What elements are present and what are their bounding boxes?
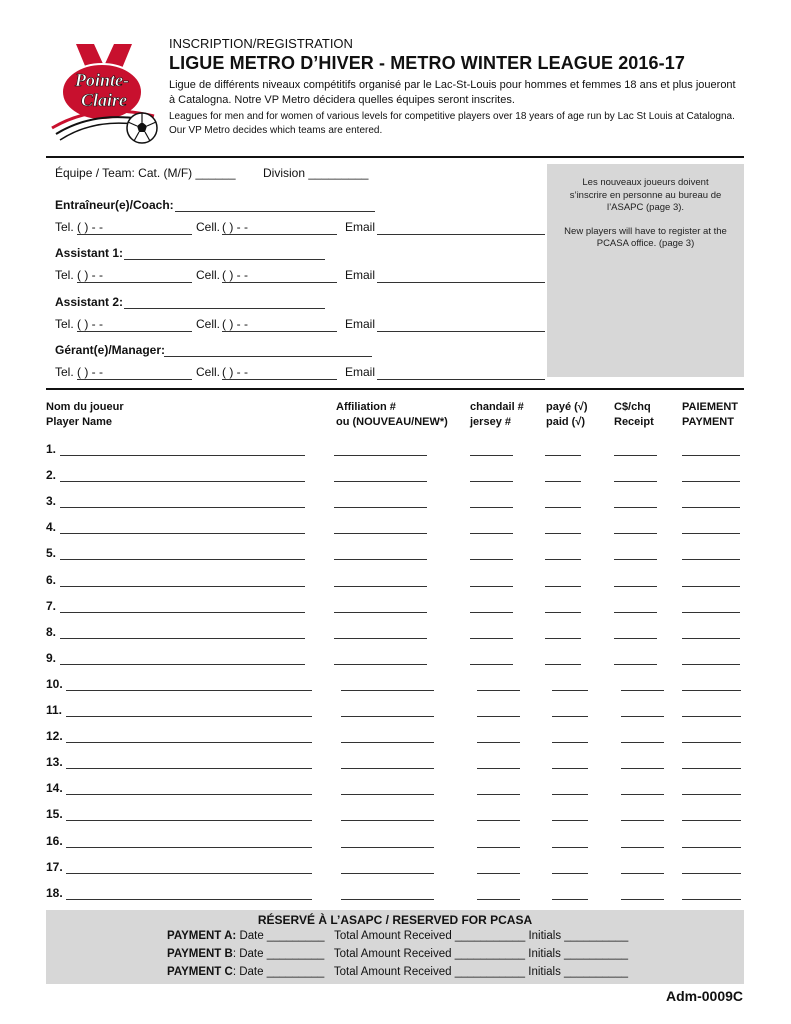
manager-name-field[interactable] bbox=[164, 356, 372, 357]
payment-field[interactable] bbox=[682, 586, 740, 587]
new-players-note bbox=[547, 164, 744, 377]
payment-field[interactable] bbox=[682, 690, 741, 691]
paid-field[interactable] bbox=[552, 820, 588, 821]
assistant1-tel-field[interactable]: ( ) - - bbox=[77, 268, 192, 283]
payment-c-line[interactable]: PAYMENT C: Date _________ Total Amount Received ___________ Initials __________ bbox=[167, 966, 628, 978]
payment-b-line[interactable]: PAYMENT B: Date _________ Total Amount Received ___________ Initials __________ bbox=[167, 948, 628, 960]
jersey-field[interactable] bbox=[470, 664, 513, 665]
assistant2-cell-field[interactable]: ( ) - - bbox=[222, 317, 337, 332]
player-row-number: 16. bbox=[46, 833, 63, 848]
manager-cell-label: Cell. bbox=[196, 365, 221, 379]
player-name-field[interactable] bbox=[60, 559, 305, 560]
player-row-number: 1. bbox=[46, 442, 57, 456]
paid-field[interactable] bbox=[545, 664, 581, 665]
assistant2-tel-field[interactable]: ( ) - - bbox=[77, 317, 192, 332]
jersey-field[interactable] bbox=[477, 716, 520, 717]
jersey-field[interactable] bbox=[470, 586, 513, 587]
receipt-field[interactable] bbox=[621, 847, 664, 848]
coach-tel-field[interactable]: ( ) - - bbox=[77, 220, 192, 235]
receipt-field[interactable] bbox=[614, 586, 657, 587]
coach-cell-field[interactable]: ( ) - - bbox=[222, 220, 337, 235]
payment-field[interactable] bbox=[682, 638, 740, 639]
paid-field[interactable] bbox=[552, 847, 588, 848]
affiliation-field[interactable] bbox=[341, 873, 434, 874]
receipt-field[interactable] bbox=[621, 899, 664, 900]
receipt-field[interactable] bbox=[614, 664, 657, 665]
player-row-number: 5. bbox=[46, 546, 57, 561]
payment-a-line[interactable]: PAYMENT A: Date _________ Total Amount Received ___________ Initials __________ bbox=[167, 930, 629, 942]
player-row-number: 6. bbox=[46, 572, 57, 587]
player-row-number: 14. bbox=[46, 781, 63, 796]
col-payment: PAIEMENT PAYMENT bbox=[682, 401, 739, 428]
col-receipt: C$/chq Receipt bbox=[614, 401, 654, 428]
coach-email-label: Email bbox=[345, 220, 376, 234]
manager-tel-field[interactable]: ( ) - - bbox=[77, 365, 192, 380]
player-name-field[interactable] bbox=[60, 638, 305, 639]
jersey-field[interactable] bbox=[470, 559, 513, 560]
player-row bbox=[46, 520, 744, 534]
assistant2-tel-label: Tel. bbox=[55, 317, 74, 331]
jersey-field[interactable] bbox=[477, 690, 520, 691]
paid-field[interactable] bbox=[545, 638, 581, 639]
assistant2-cell-label: Cell. bbox=[196, 317, 221, 331]
affiliation-field[interactable] bbox=[341, 794, 434, 795]
affiliation-field[interactable] bbox=[334, 612, 427, 613]
payment-field[interactable] bbox=[682, 716, 741, 717]
jersey-field[interactable] bbox=[470, 638, 513, 639]
player-name-field[interactable] bbox=[66, 873, 312, 874]
jersey-field[interactable] bbox=[477, 820, 520, 821]
player-row-number: 7. bbox=[46, 598, 57, 613]
assistant2-email-label: Email bbox=[345, 317, 376, 331]
player-row bbox=[46, 442, 744, 456]
receipt-field[interactable] bbox=[614, 455, 657, 456]
paid-field[interactable] bbox=[552, 690, 588, 691]
registration-kicker: INSCRIPTION/REGISTRATION bbox=[169, 36, 353, 51]
player-row-number: 3. bbox=[46, 494, 57, 509]
player-row bbox=[46, 860, 744, 874]
division-field[interactable]: Division _________ bbox=[263, 166, 369, 180]
coach-name-field[interactable] bbox=[175, 211, 375, 212]
paid-field[interactable] bbox=[545, 586, 581, 587]
paid-field[interactable] bbox=[545, 533, 581, 534]
affiliation-field[interactable] bbox=[334, 559, 427, 560]
reserved-title: RÉSERVÉ À L’ASAPC / RESERVED FOR PCASA bbox=[257, 913, 533, 927]
affiliation-field[interactable] bbox=[334, 455, 427, 456]
paid-field[interactable] bbox=[545, 455, 581, 456]
receipt-field[interactable] bbox=[614, 612, 657, 613]
receipt-field[interactable] bbox=[621, 768, 664, 769]
reserved-pcasa-panel bbox=[46, 910, 744, 984]
receipt-field[interactable] bbox=[614, 507, 657, 508]
affiliation-field[interactable] bbox=[341, 820, 434, 821]
jersey-field[interactable] bbox=[477, 847, 520, 848]
jersey-field[interactable] bbox=[470, 612, 513, 613]
payment-field[interactable] bbox=[682, 612, 740, 613]
payment-field[interactable] bbox=[682, 794, 741, 795]
description-fr: Ligue de différents niveaux compétitifs organisé par le Lac-St-Louis pour hommes et femmes 18 ans et plus joueront à Catalogna. Notre VP Metro décidera quelles équipes seront inscrites. bbox=[169, 79, 736, 106]
player-name-field[interactable] bbox=[60, 586, 305, 587]
payment-field[interactable] bbox=[682, 873, 741, 874]
player-name-field[interactable] bbox=[60, 507, 305, 508]
affiliation-field[interactable] bbox=[334, 586, 427, 587]
player-row bbox=[46, 807, 744, 821]
top-divider bbox=[46, 156, 744, 158]
player-name-field[interactable] bbox=[60, 455, 305, 456]
affiliation-field[interactable] bbox=[341, 768, 434, 769]
affiliation-field[interactable] bbox=[334, 664, 427, 665]
payment-field[interactable] bbox=[682, 899, 741, 900]
logo-text-line2: Claire bbox=[80, 90, 128, 110]
assistant1-cell-field[interactable]: ( ) - - bbox=[222, 268, 337, 283]
assistant1-label: Assistant 1: bbox=[55, 246, 124, 260]
paid-field[interactable] bbox=[552, 768, 588, 769]
player-row bbox=[46, 546, 744, 560]
affiliation-field[interactable] bbox=[341, 847, 434, 848]
col-paid: payé (√) paid (√) bbox=[546, 401, 588, 428]
paid-field[interactable] bbox=[545, 481, 581, 482]
affiliation-field[interactable] bbox=[341, 742, 434, 743]
player-name-field[interactable] bbox=[60, 664, 305, 665]
assistant1-name-field[interactable] bbox=[124, 259, 325, 260]
player-name-field[interactable] bbox=[66, 768, 312, 769]
player-row-number: 2. bbox=[46, 468, 57, 483]
coach-label: Entraîneur(e)/Coach: bbox=[55, 198, 174, 212]
player-row bbox=[46, 677, 744, 691]
player-row-number: 18. bbox=[46, 885, 63, 900]
payment-field[interactable] bbox=[682, 559, 740, 560]
player-row bbox=[46, 651, 744, 665]
player-name-field[interactable] bbox=[66, 716, 312, 717]
soccer-ball-icon bbox=[127, 113, 157, 143]
assistant1-tel-label: Tel. bbox=[55, 268, 74, 282]
payment-field[interactable] bbox=[682, 455, 740, 456]
player-name-field[interactable] bbox=[66, 794, 312, 795]
page-title: LIGUE METRO D’HIVER - METRO WINTER LEAGUE 2016-17 bbox=[169, 53, 685, 73]
paid-field[interactable] bbox=[552, 742, 588, 743]
player-row-number: 13. bbox=[46, 755, 63, 770]
player-row bbox=[46, 834, 744, 848]
team-category-field[interactable]: Équipe / Team: Cat. (M/F) ______ bbox=[55, 166, 236, 180]
assistant2-label: Assistant 2: bbox=[55, 295, 124, 309]
manager-email-field[interactable] bbox=[377, 379, 545, 380]
affiliation-field[interactable] bbox=[334, 638, 427, 639]
player-row-number: 11. bbox=[46, 703, 63, 717]
player-row bbox=[46, 599, 744, 613]
receipt-field[interactable] bbox=[621, 742, 664, 743]
logo-text-line1: Pointe- bbox=[75, 70, 129, 90]
affiliation-field[interactable] bbox=[341, 690, 434, 691]
pointe-claire-logo bbox=[46, 42, 164, 150]
receipt-field[interactable] bbox=[614, 638, 657, 639]
jersey-field[interactable] bbox=[477, 768, 520, 769]
col-jersey: chandail # jersey # bbox=[470, 401, 524, 428]
jersey-field[interactable] bbox=[470, 481, 513, 482]
payment-field[interactable] bbox=[682, 664, 740, 665]
payment-field[interactable] bbox=[682, 847, 741, 848]
logo-graphic bbox=[46, 42, 164, 150]
players-divider bbox=[46, 388, 744, 390]
player-row-number: 8. bbox=[46, 624, 57, 639]
receipt-field[interactable] bbox=[621, 690, 664, 691]
col-player-name: Nom du joueur Player Name bbox=[46, 401, 124, 428]
affiliation-field[interactable] bbox=[341, 899, 434, 900]
payment-field[interactable] bbox=[682, 768, 741, 769]
manager-tel-label: Tel. bbox=[55, 365, 74, 379]
paid-field[interactable] bbox=[552, 716, 588, 717]
player-row-number: 17. bbox=[46, 859, 63, 874]
player-name-field[interactable] bbox=[66, 742, 312, 743]
player-row bbox=[46, 886, 744, 900]
paid-field[interactable] bbox=[552, 873, 588, 874]
col-affiliation: Affiliation # ou (NOUVEAU/NEW*) bbox=[336, 401, 448, 428]
player-row-number: 9. bbox=[46, 650, 57, 665]
assistant1-email-field[interactable] bbox=[377, 282, 545, 283]
jersey-field[interactable] bbox=[477, 899, 520, 900]
coach-email-field[interactable] bbox=[377, 234, 545, 235]
player-row bbox=[46, 494, 744, 508]
player-row-number: 12. bbox=[46, 729, 63, 744]
player-row bbox=[46, 729, 744, 743]
player-name-field[interactable] bbox=[60, 481, 305, 482]
player-row-number: 15. bbox=[46, 807, 63, 822]
note-fr: Les nouveaux joueurs doivent s’inscrire en personne au bureau de l’ASAPC (page 3). bbox=[569, 177, 722, 213]
paid-field[interactable] bbox=[545, 507, 581, 508]
receipt-field[interactable] bbox=[614, 481, 657, 482]
paid-field[interactable] bbox=[552, 899, 588, 900]
receipt-field[interactable] bbox=[621, 873, 664, 874]
player-row bbox=[46, 625, 744, 639]
manager-label: Gérant(e)/Manager: bbox=[55, 343, 166, 357]
affiliation-field[interactable] bbox=[334, 533, 427, 534]
jersey-field[interactable] bbox=[470, 455, 513, 456]
jersey-field[interactable] bbox=[477, 742, 520, 743]
payment-field[interactable] bbox=[682, 742, 741, 743]
player-name-field[interactable] bbox=[60, 533, 305, 534]
assistant1-cell-label: Cell. bbox=[196, 268, 221, 282]
description-en: Leagues for men and for women of various levels for competitive players over 18 years of age run by Lac St Louis at Catalogna. Our VP Metro decides which teams are entered. bbox=[169, 111, 735, 136]
form-code: Adm-0009C bbox=[665, 988, 743, 1004]
player-name-field[interactable] bbox=[66, 899, 312, 900]
receipt-field[interactable] bbox=[621, 820, 664, 821]
player-row bbox=[46, 573, 744, 587]
player-row bbox=[46, 755, 744, 769]
affiliation-field[interactable] bbox=[334, 507, 427, 508]
assistant2-name-field[interactable] bbox=[124, 308, 325, 309]
player-row bbox=[46, 703, 744, 717]
payment-field[interactable] bbox=[682, 481, 740, 482]
paid-field[interactable] bbox=[545, 612, 581, 613]
paid-field[interactable] bbox=[545, 559, 581, 560]
jersey-field[interactable] bbox=[477, 794, 520, 795]
receipt-field[interactable] bbox=[614, 533, 657, 534]
jersey-field[interactable] bbox=[470, 507, 513, 508]
affiliation-field[interactable] bbox=[334, 481, 427, 482]
coach-cell-label: Cell. bbox=[196, 220, 221, 234]
manager-cell-field[interactable]: ( ) - - bbox=[222, 365, 337, 380]
affiliation-field[interactable] bbox=[341, 716, 434, 717]
assistant2-email-field[interactable] bbox=[377, 331, 545, 332]
assistant1-email-label: Email bbox=[345, 268, 376, 282]
payment-field[interactable] bbox=[682, 507, 740, 508]
player-row-number: 4. bbox=[46, 520, 57, 535]
payment-field[interactable] bbox=[682, 820, 741, 821]
jersey-field[interactable] bbox=[477, 873, 520, 874]
player-name-field[interactable] bbox=[60, 612, 305, 613]
receipt-field[interactable] bbox=[614, 559, 657, 560]
manager-email-label: Email bbox=[345, 365, 376, 379]
player-row-number: 10. bbox=[46, 676, 63, 691]
jersey-field[interactable] bbox=[470, 533, 513, 534]
player-row bbox=[46, 468, 744, 482]
player-name-field[interactable] bbox=[66, 847, 312, 848]
coach-tel-label: Tel. bbox=[55, 220, 74, 234]
payment-field[interactable] bbox=[682, 533, 740, 534]
paid-field[interactable] bbox=[552, 794, 588, 795]
receipt-field[interactable] bbox=[621, 716, 664, 717]
player-name-field[interactable] bbox=[66, 690, 312, 691]
receipt-field[interactable] bbox=[621, 794, 664, 795]
player-row bbox=[46, 781, 744, 795]
player-name-field[interactable] bbox=[66, 820, 312, 821]
note-en: New players will have to register at the PCASA office. (page 3) bbox=[564, 225, 727, 249]
